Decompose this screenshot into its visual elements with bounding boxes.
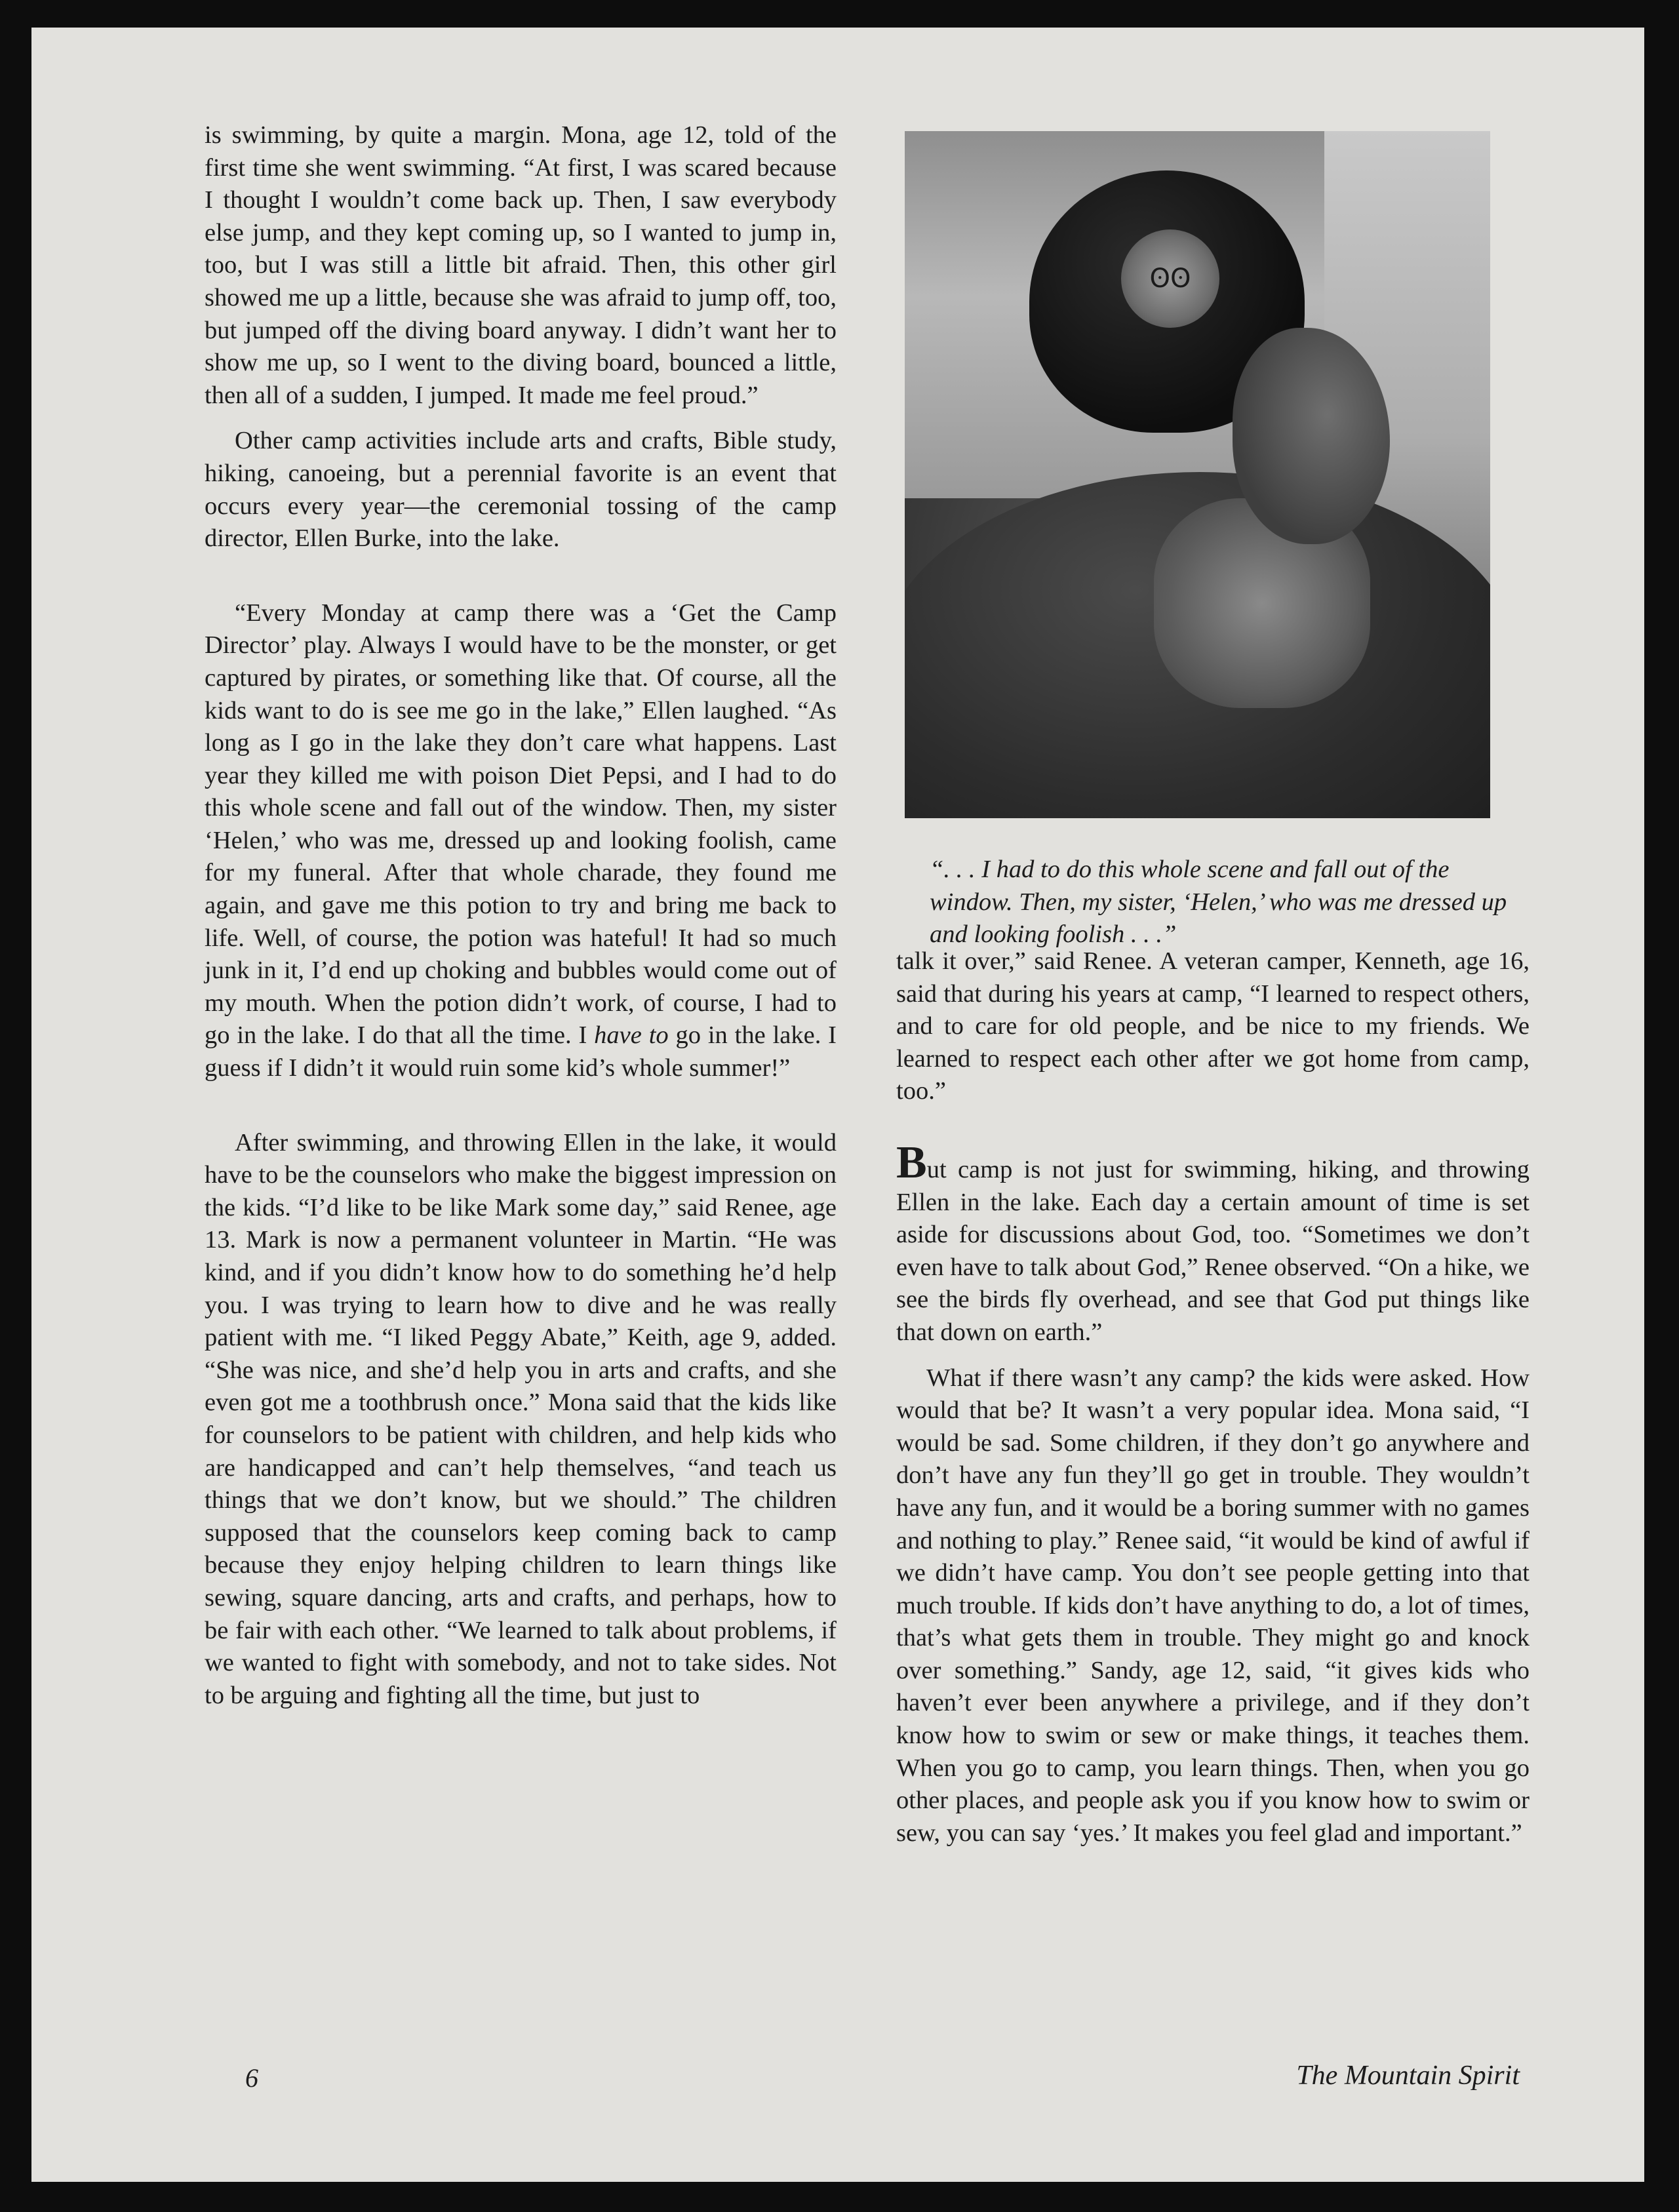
left-column (205, 119, 837, 1712)
drop-cap: B (896, 1137, 927, 1188)
paragraph (896, 1137, 1530, 1349)
paragraph: is swimming, by quite a margin. Mona, age 12, told of the first time she went swimming. “At first, I was scared because I thought I wouldn’t come back up. Then, I saw everybody else jump, and they kept coming up, so I wanted to jump in, too, but I was still a little bit afraid. Then, this other girl showed me up a little, because she was afraid to jump off, too, but jumped off the diving board anyway. I didn’t want her to show me up, so I went to the diving board, bounced a little, then all of a sudden, I jumped. It made me feel proud.” (205, 121, 837, 409)
paragraph: What if there wasn’t any camp? the kids were asked. How would that be? It wasn’t a very popular idea. Mona said, “I would be sad. Some children, if they don’t go anywhere and don’t have any fun they’ll go get in trouble. They wouldn’t have any fun, and it would be a boring summer with no games and nothing to play.” Renee said, “it would be kind of awful if we didn’t have camp. You don’t see people getting into that much trouble. If kids don’t have anything to do, a lot of times, that’s what gets them in trouble. They might go and knock over something.” Sandy, age 12, said, “it gives kids who haven’t ever been anywhere a privilege, and if they don’t know how to swim or sew or make things, it teaches them. When you go to camp, you learn things. Then, when you go other places, and people ask you if you know how to swim or sew, you can say ‘yes.’ It makes you feel glad and important.” (896, 1364, 1530, 1847)
right-column (896, 945, 1530, 1849)
magazine-name: The Mountain Spirit (1296, 2061, 1520, 2091)
emphasis-text: have to (594, 1021, 669, 1050)
magazine-page (31, 28, 1644, 2182)
text-run: ut camp is not just for swimming, hiking, and throwing Ellen in the lake. Each day a certain amount of time is set aside for discussions about God, too. “Sometimes we don’t even have to talk about God,” Renee observed. “On a hike, we see the birds fly overhead, and see that God put things like that down on earth.” (896, 1155, 1530, 1346)
page-number: 6 (245, 2063, 258, 2093)
text-run: go in the lake. I guess if I didn’t it would ruin some kid’s whole summer!” (205, 1021, 837, 1082)
photo-camp-director (905, 131, 1490, 818)
paragraph: Other camp activities include arts and crafts, Bible study, hiking, canoeing, but a perennial favorite is an event that occurs every year—the ceremonial tossing of the camp director, Ellen Burke, into the lake. (205, 427, 837, 553)
photo-caption: “. . . I had to do this whole scene and fall out of the window. Then, my sister, ‘Helen,’ who was me dressed up and looking foolish . . .” (930, 856, 1507, 949)
paragraph (205, 597, 837, 1085)
text-run: “Every Monday at camp there was a ‘Get the Camp Director’ play. Always I would have to be the monster, or get captured by pirates, or something like that. Of course, all the kids want to do is see me go in the lake,” Ellen laughed. “As long as I go in the lake they don’t care what happens. Last year they killed me with poison Diet Pepsi, and I had to do this whole scene and fall out of the window. Then, my sister ‘Helen,’ who was me, dressed up and looking foolish, came for my funeral. After that whole charade, they found me again, and gave me this potion to try and bring me back to life. Well, of course, the potion was hateful! It had so much junk in it, I’d end up choking and bubbles would come out of my mouth. When the potion didn’t work, of course, I had to go in the lake. I do that all the time. I (205, 599, 837, 1050)
photo-helmet-emblem: ʘʘ (1121, 229, 1219, 328)
paragraph: talk it over,” said Renee. A veteran camper, Kenneth, age 16, said that during his years at camp, “I learned to respect others, and to care for old people, and be nice to my friends. We learned to respect each other after we got home from camp, too.” (896, 947, 1530, 1105)
paragraph: After swimming, and throwing Ellen in the lake, it would have to be the counselors who make the biggest impression on the kids. “I’d like to be like Mark some day,” said Renee, age 13. Mark is now a permanent volunteer in Martin. “He was kind, and if you didn’t know how to do something he’d help you. I was trying to learn how to dive and he was really patient with me. “I liked Peggy Abate,” Keith, age 9, added. “She was nice, and she’d help you in arts and crafts, and she even got me a toothbrush once.” Mona said that the kids like for counselors to be patient with children, and help kids who are handicapped and can’t help themselves, “and teach us things that we don’t know, but we should.” The children supposed that the counselors keep coming back to camp because they enjoy helping children to learn things like sewing, square dancing, arts and crafts, and perhaps, how to be fair with each other. “We learned to talk about problems, if we wanted to fight with somebody, and not to take sides. Not to be arguing and fighting all the time, but just to (205, 1128, 837, 1709)
